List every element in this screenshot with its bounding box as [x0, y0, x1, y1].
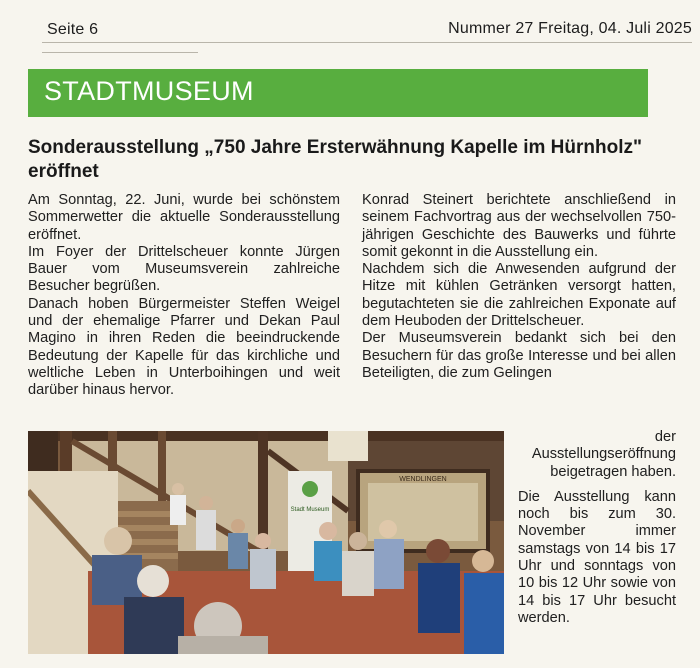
- paragraph: Konrad Steinert berichtete anschließend in seinem Fachvortrag aus der wechselvollen 750-jährigen Geschichte des Bauwerks und führte somit gekonnt in die Ausstellung ein.: [362, 192, 676, 260]
- right-column-continued: [518, 429, 676, 627]
- banner-text: Stadt Museum: [290, 507, 330, 513]
- board-heading: WENDLINGEN: [399, 476, 447, 483]
- issue-info: Nummer 27 Freitag, 04. Juli 2025: [448, 20, 692, 37]
- event-photo-illustration: [28, 431, 504, 654]
- left-column: [28, 192, 340, 400]
- right-column: [362, 192, 676, 382]
- header-rule-short: [42, 52, 198, 53]
- section-title: STADTMUSEUM: [44, 76, 254, 106]
- paragraph: Der Museumsverein bedankt sich bei den Besuchern für das große Interesse und bei allen Beteiligten, die zum Gelingen: [362, 330, 676, 381]
- event-photo: [28, 431, 504, 654]
- page-number: Seite 6: [47, 21, 99, 38]
- paragraph: Am Sonntag, 22. Juni, wurde bei schönstem Sommerwetter die aktuelle Sonderausstellung eröffnet.: [28, 192, 340, 243]
- paragraph-continued: der Ausstellungseröffnung beigetragen haben.: [531, 429, 676, 480]
- article-headline: Sonderausstellung „750 Jahre Ersterwähnung Kapelle im Hürnholz" eröffnet: [28, 137, 642, 182]
- paragraph: Im Foyer der Drittelscheuer konnte Jürgen Bauer vom Museumsverein zahlreiche Besucher begrüßen.: [28, 243, 340, 295]
- closing-paragraph: Die Ausstellung kann noch bis zum 30. November immer samstags von 14 bis 17 Uhr und sonntags von 10 bis 12 Uhr sowie von 14 bis 17 Uhr besucht werden.: [518, 488, 676, 626]
- section-banner: [28, 69, 648, 117]
- header-rule: [42, 42, 692, 43]
- paragraph: Danach hoben Bürgermeister Steffen Weigel und der ehemalige Pfarrer und Dekan Paul Magino in ihren Reden die beeindruckende Bedeutung der Kapelle für das kirchliche und weltliche Leben in Unterboihingen und weit darüber hinaus hervor.: [28, 295, 340, 399]
- paragraph: Nachdem sich die Anwesenden aufgrund der Hitze mit kühlen Getränken versorgt hatten, begutachteten sie die zahlreichen Exponate auf dem Heuboden der Drittelscheuer.: [362, 261, 676, 330]
